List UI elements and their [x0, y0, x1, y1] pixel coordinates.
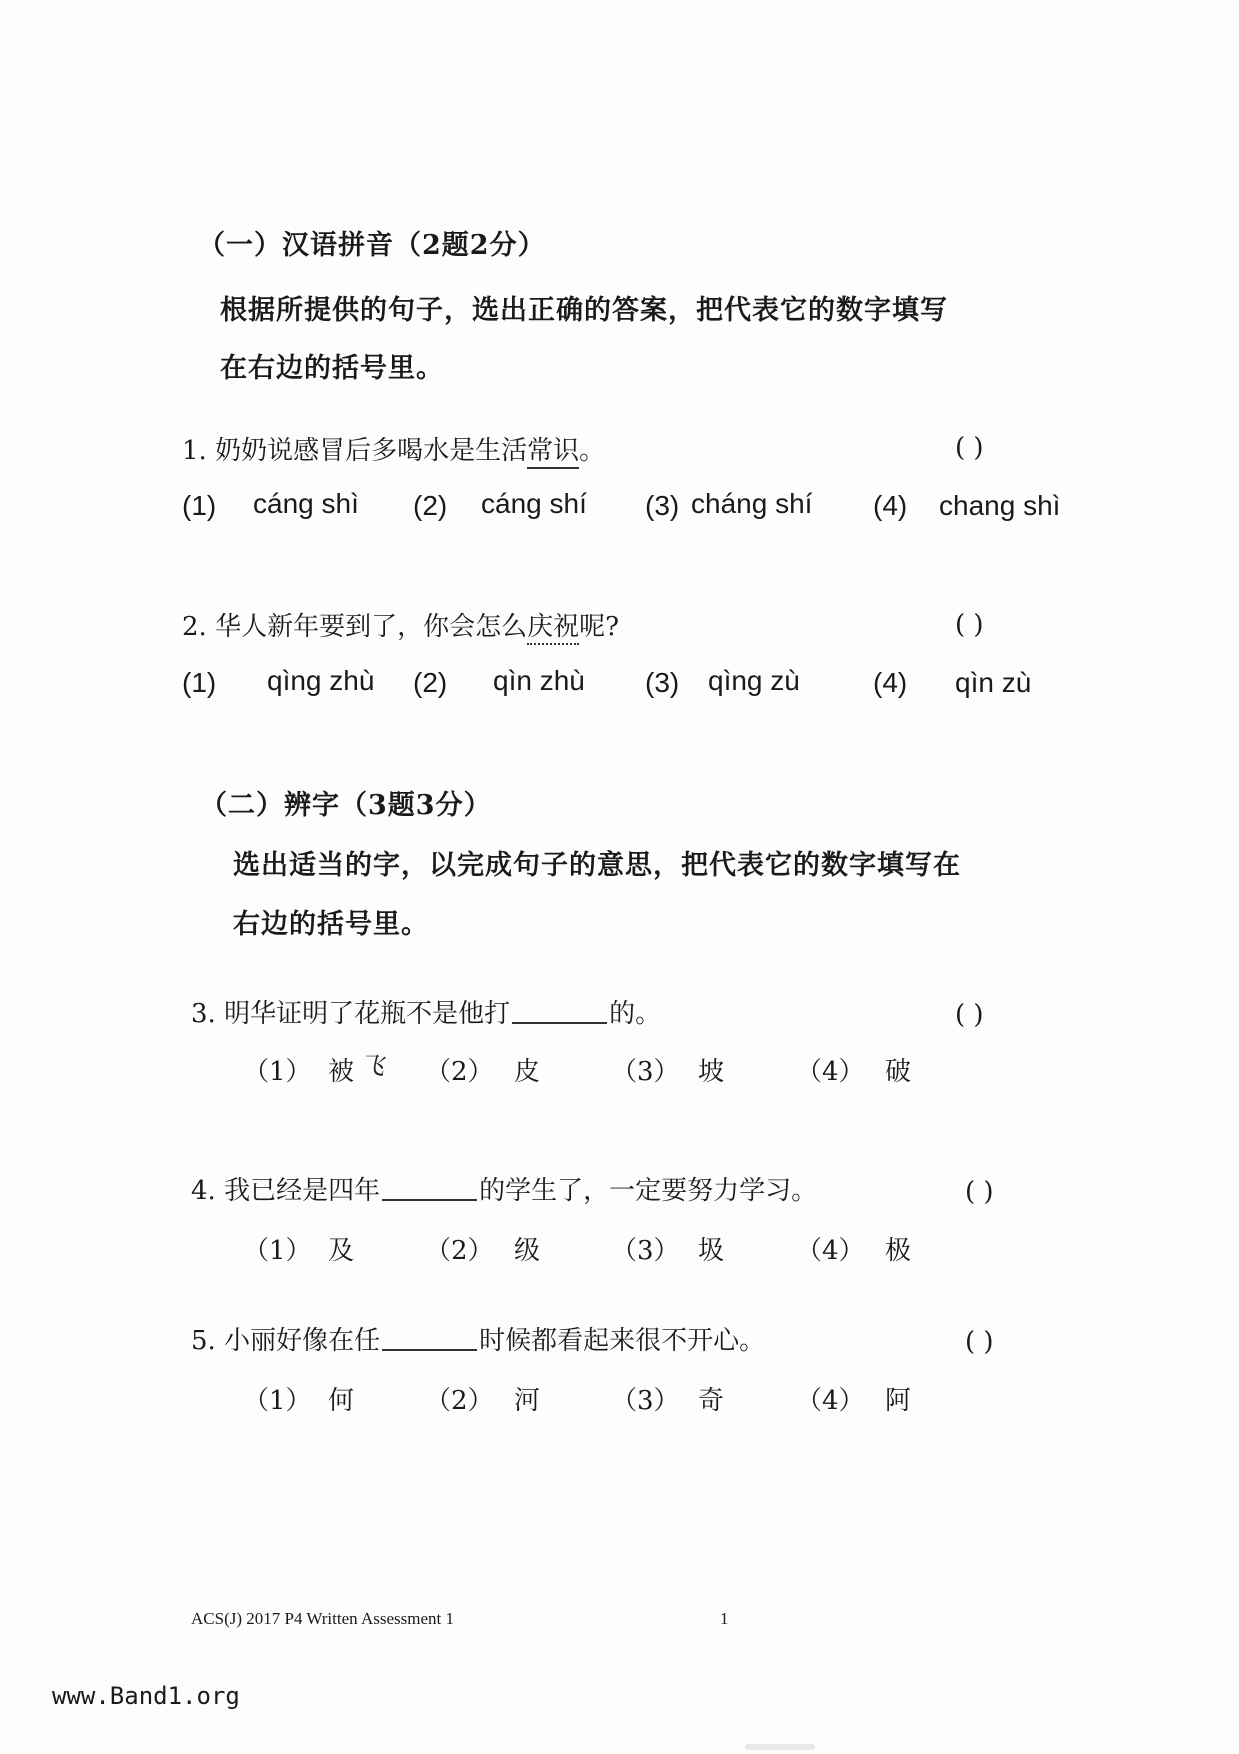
q3-option-2-label: （2）: [425, 1057, 494, 1087]
q5-option-4: 阿: [885, 1386, 912, 1416]
fill-blank[interactable]: [382, 1348, 477, 1351]
q1-option-1-label: (1): [182, 490, 217, 521]
page-number: 1: [720, 1609, 729, 1628]
question-2: [182, 606, 619, 643]
q5-option-2: 河: [514, 1386, 541, 1416]
q2-option-2-label: (2): [413, 667, 448, 698]
section-1-title: （一）汉语拼音（2题2分）: [198, 230, 546, 261]
scan-smudge: [745, 1744, 815, 1750]
question-4: [191, 1170, 817, 1207]
q5-option-3: 奇: [698, 1386, 725, 1416]
question-text: 小丽好像在任: [224, 1326, 381, 1356]
question-number: 3.: [191, 999, 216, 1029]
question-number: 5.: [191, 1326, 216, 1356]
handwritten-mark: 飞: [360, 1052, 384, 1080]
q4-option-2: 级: [514, 1236, 541, 1266]
question-text-end: 时候都看起来很不开心。: [479, 1326, 766, 1356]
question-text-end: 的学生了，一定要努力学习。: [479, 1176, 818, 1206]
q4-option-1-label: （1）: [243, 1236, 312, 1266]
q2-option-3: qìng zù: [708, 665, 800, 696]
answer-paren-1[interactable]: ( ): [955, 433, 984, 463]
section-1-instruction-line1: 根据所提供的句子，选出正确的答案，把代表它的数字填写: [220, 295, 948, 326]
q2-option-1: qìng zhù: [267, 665, 375, 696]
question-text: 我已经是四年: [224, 1176, 381, 1206]
q4-option-3: 圾: [698, 1236, 725, 1266]
section-1-instruction-line2: 在右边的括号里。: [220, 353, 444, 384]
question-text: 奶奶说感冒后多喝水是生活: [215, 436, 528, 466]
q2-option-2: qìn zhù: [493, 665, 585, 696]
watermark-url[interactable]: www.Band1.org: [52, 1682, 240, 1710]
q4-option-2-label: （2）: [425, 1236, 494, 1266]
q1-option-1: cáng shì: [253, 488, 359, 519]
section-2-instruction-line1: 选出适当的字，以完成句子的意思，把代表它的数字填写在: [233, 850, 961, 881]
footer-assessment: ACS(J) 2017 P4 Written Assessment 1: [191, 1609, 454, 1628]
question-number: 2.: [182, 612, 207, 642]
q2-option-4: qìn zù: [955, 667, 1032, 698]
q4-option-4: 极: [885, 1236, 912, 1266]
underlined-word: 庆祝: [527, 612, 579, 645]
fill-blank[interactable]: [382, 1198, 477, 1201]
q5-option-3-label: （3）: [611, 1386, 680, 1416]
q3-option-1: 被: [328, 1057, 355, 1087]
answer-paren-4[interactable]: ( ): [965, 1177, 994, 1207]
q3-option-1-label: （1）: [243, 1057, 312, 1087]
q1-option-4-label: (4): [873, 490, 908, 521]
answer-paren-5[interactable]: ( ): [965, 1327, 994, 1357]
question-number: 1.: [182, 436, 207, 466]
q3-option-4-label: （4）: [796, 1057, 865, 1087]
question-text: 明华证明了花瓶不是他打: [224, 999, 511, 1029]
question-1: [182, 430, 605, 467]
q1-option-2-label: (2): [413, 490, 448, 521]
q2-option-3-label: (3): [645, 667, 680, 698]
q1-option-3-label: (3): [645, 490, 680, 521]
q4-option-3-label: （3）: [611, 1236, 680, 1266]
q1-option-2: cáng shí: [481, 488, 587, 519]
question-text: 华人新年要到了，你会怎么: [215, 612, 528, 642]
q1-option-3: cháng shí: [691, 488, 813, 519]
q4-option-1: 及: [328, 1236, 355, 1266]
q3-option-3: 坡: [698, 1057, 725, 1087]
q1-option-4: chang shì: [939, 490, 1061, 521]
question-number: 4.: [191, 1176, 216, 1206]
q5-option-1: 何: [328, 1386, 355, 1416]
q5-option-2-label: （2）: [425, 1386, 494, 1416]
q4-option-4-label: （4）: [796, 1236, 865, 1266]
q2-option-1-label: (1): [182, 667, 217, 698]
question-5: [191, 1320, 765, 1357]
q3-option-2: 皮: [514, 1057, 541, 1087]
answer-paren-2[interactable]: ( ): [955, 610, 984, 640]
q3-option-3-label: （3）: [611, 1057, 680, 1087]
question-3: [191, 993, 661, 1030]
q5-option-1-label: （1）: [243, 1386, 312, 1416]
answer-paren-3[interactable]: ( ): [955, 1000, 984, 1030]
question-text-end: 。: [579, 436, 606, 466]
section-2-instruction-line2: 右边的括号里。: [233, 909, 429, 940]
q5-option-4-label: （4）: [796, 1386, 865, 1416]
fill-blank[interactable]: [512, 1021, 607, 1024]
question-text-end: 呢?: [579, 612, 620, 642]
q3-option-4: 破: [885, 1057, 912, 1087]
underlined-word: 常识: [527, 436, 579, 469]
q2-option-4-label: (4): [873, 667, 908, 698]
section-2-title: （二）辨字（3题3分）: [200, 790, 492, 821]
question-text-end: 的。: [609, 999, 662, 1029]
